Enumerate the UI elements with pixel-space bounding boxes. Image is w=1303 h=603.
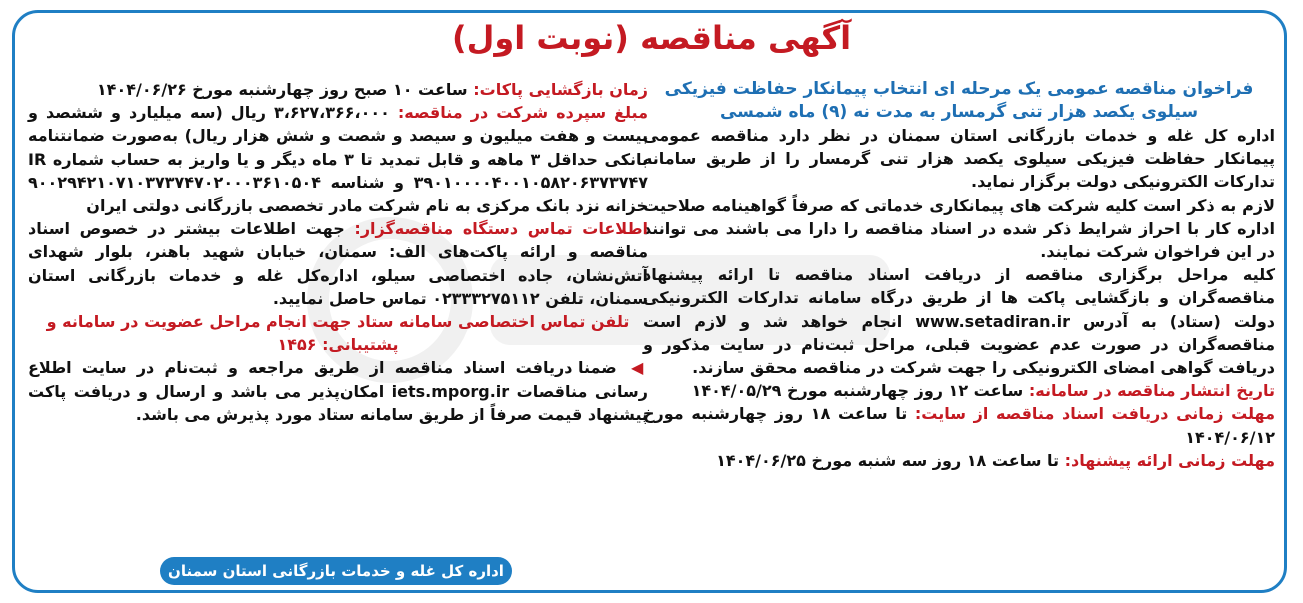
page-title: آگهی مناقصه (نوبت اول) bbox=[451, 19, 852, 57]
tender-heading: فراخوان مناقصه عمومی یک مرحله ای انتخاب پیمانکار حفاظت فیزیکی سیلوی یکصد هزار تنی گرمسار به مدت نه (۹) ماه شمسی bbox=[664, 79, 1254, 122]
docs-deadline-label: مهلت زمانی دریافت اسناد مناقصه از سایت: bbox=[914, 404, 1276, 424]
triangle-left-icon: ◀ bbox=[631, 358, 649, 378]
publish-date-label: تاریخ انتشار مناقصه در سامانه: bbox=[1028, 381, 1275, 401]
eligibility-paragraph: لازم به ذکر است کلیه شرکت های پیمانکاری خدماتی که صرفاً گواهینامه صلاحیت اداره کار با احراز شرایط ذکر شده در اسناد مناقصه را دارا می باشند می توانند در این فراخوان شرکت نمایند. bbox=[643, 195, 1275, 262]
deposit-row bbox=[28, 101, 648, 217]
publish-date-row bbox=[643, 379, 1275, 402]
deposit-label: مبلغ سپرده شرکت در مناقصه: bbox=[397, 103, 648, 123]
publish-date-value: ساعت ۱۲ روز چهارشنبه مورخ ۱۴۰۴/۰۵/۲۹ bbox=[691, 381, 1024, 401]
contact-label: اطلاعات تماس دستگاه مناقصه‌گزار: bbox=[354, 219, 648, 239]
process-text-a: کلیه مراحل برگزاری مناقصه از دریافت اسناد مناقصه تا ارائه پیشنهاد مناقصه‌گران و بازگشایی پاکت ها از طریق درگاه سامانه تدارکات الکترونیکی دولت (ستاد) به آدرس bbox=[643, 265, 1275, 331]
docs-deadline-row bbox=[643, 402, 1275, 448]
offer-deadline-row bbox=[643, 449, 1275, 472]
opening-value: ساعت ۱۰ صبح روز چهارشنبه مورخ ۱۴۰۴/۰۶/۲۶ bbox=[96, 80, 468, 99]
note-text-a: ضمنا دریافت اسناد مناقصه از طریق مراجعه و ثبت‌نام در سایت اطلاع رسانی مناقصات bbox=[28, 358, 649, 401]
process-paragraph bbox=[643, 263, 1275, 379]
note-paragraph bbox=[28, 356, 648, 426]
process-text-b: انجام خواهد شد و لازم است مناقصه‌گران در صورت عدم عضویت قبلی، مراحل ثبت‌نام در سایت مذکور و دریافت گواهی امضای الکترونیکی را جهت شرکت در مناقصه محقق سازند. bbox=[643, 311, 1275, 378]
opening-row bbox=[28, 78, 648, 101]
opening-label: زمان بازگشایی پاکات: bbox=[473, 80, 648, 99]
offer-deadline-label: مهلت زمانی ارائه پیشنهاد: bbox=[1064, 450, 1275, 470]
intro-paragraph: اداره کل غله و خدمات بازرگانی استان سمنان در نظر دارد مناقصه عمومی پیمانکار حفاظت فیزیکی سیلوی یکصد هزار تنی گرمسار را از طریق سامانه تدارکات الکترونیکی دولت برگزار نماید. bbox=[643, 126, 1275, 192]
deposit-value: ۳،۶۲۷،۳۶۶،۰۰۰ ریال (سه میلیارد و ششصد و بیست و هفت میلیون و سیصد و شصت و شش هزار ریال) به‌صورت ضمانتنامه بانکی حداقل ۳ ماهه و قابل تمدید تا ۳ ماه دیگر و یا واریز به حساب شماره IR ۳۹۰۱۰۰۰۰۴۰۰۱۰۵۸۲۰۶۳۷۳۷۴۷ و شناسه ۹۰۰۲۹۴۲۱۰۷۱۰۳۷۳۷۴۷۰۲۰۰۰۳۶۱۰۵۰۴ خزانه نزد بانک مرکزی به نام شرکت مادر تخصصی بازرگانی دولتی ایران bbox=[28, 103, 649, 216]
right-column bbox=[643, 78, 1275, 472]
note-text-b: امکان‌پذیر می باشد و ارسال و دریافت پاکت پیشنهاد قیمت صرفاً از طریق سامانه ستاد مورد پذیرش می باشد. bbox=[28, 381, 648, 424]
contact-value: جهت اطلاعات بیشتر در خصوص اسناد مناقصه و ارائه پاکت‌های الف: سمنان، خیابان شهید باهنر، بلوار شهدای آتش‌نشان، جاده اختصاصی سیلو، اداره‌کل غله و خدمات بازرگانی استان سمنان، تلفن ۰۲۳۳۳۲۷۵۱۱۲ تماس حاصل نمایید. bbox=[28, 219, 648, 308]
contact-row bbox=[28, 217, 648, 310]
setad-link[interactable]: www.setadiran.ir bbox=[915, 311, 1070, 331]
support-heading: تلفن تماس اختصاصی سامانه ستاد جهت انجام مراحل عضویت در سامانه و پشتیبانی: ۱۴۵۶ bbox=[46, 312, 630, 355]
left-column bbox=[28, 78, 648, 426]
docs-deadline-value: تا ساعت ۱۸ روز چهارشنبه مورخ ۱۴۰۴/۰۶/۱۲ bbox=[643, 404, 1275, 447]
offer-deadline-value: تا ساعت ۱۸ روز سه شنبه مورخ ۱۴۰۴/۰۶/۲۵ bbox=[716, 450, 1060, 470]
footer-badge: اداره کل غله و خدمات بازرگانی استان سمنان bbox=[160, 557, 512, 585]
iets-link[interactable]: iets.mporg.ir bbox=[391, 381, 510, 401]
